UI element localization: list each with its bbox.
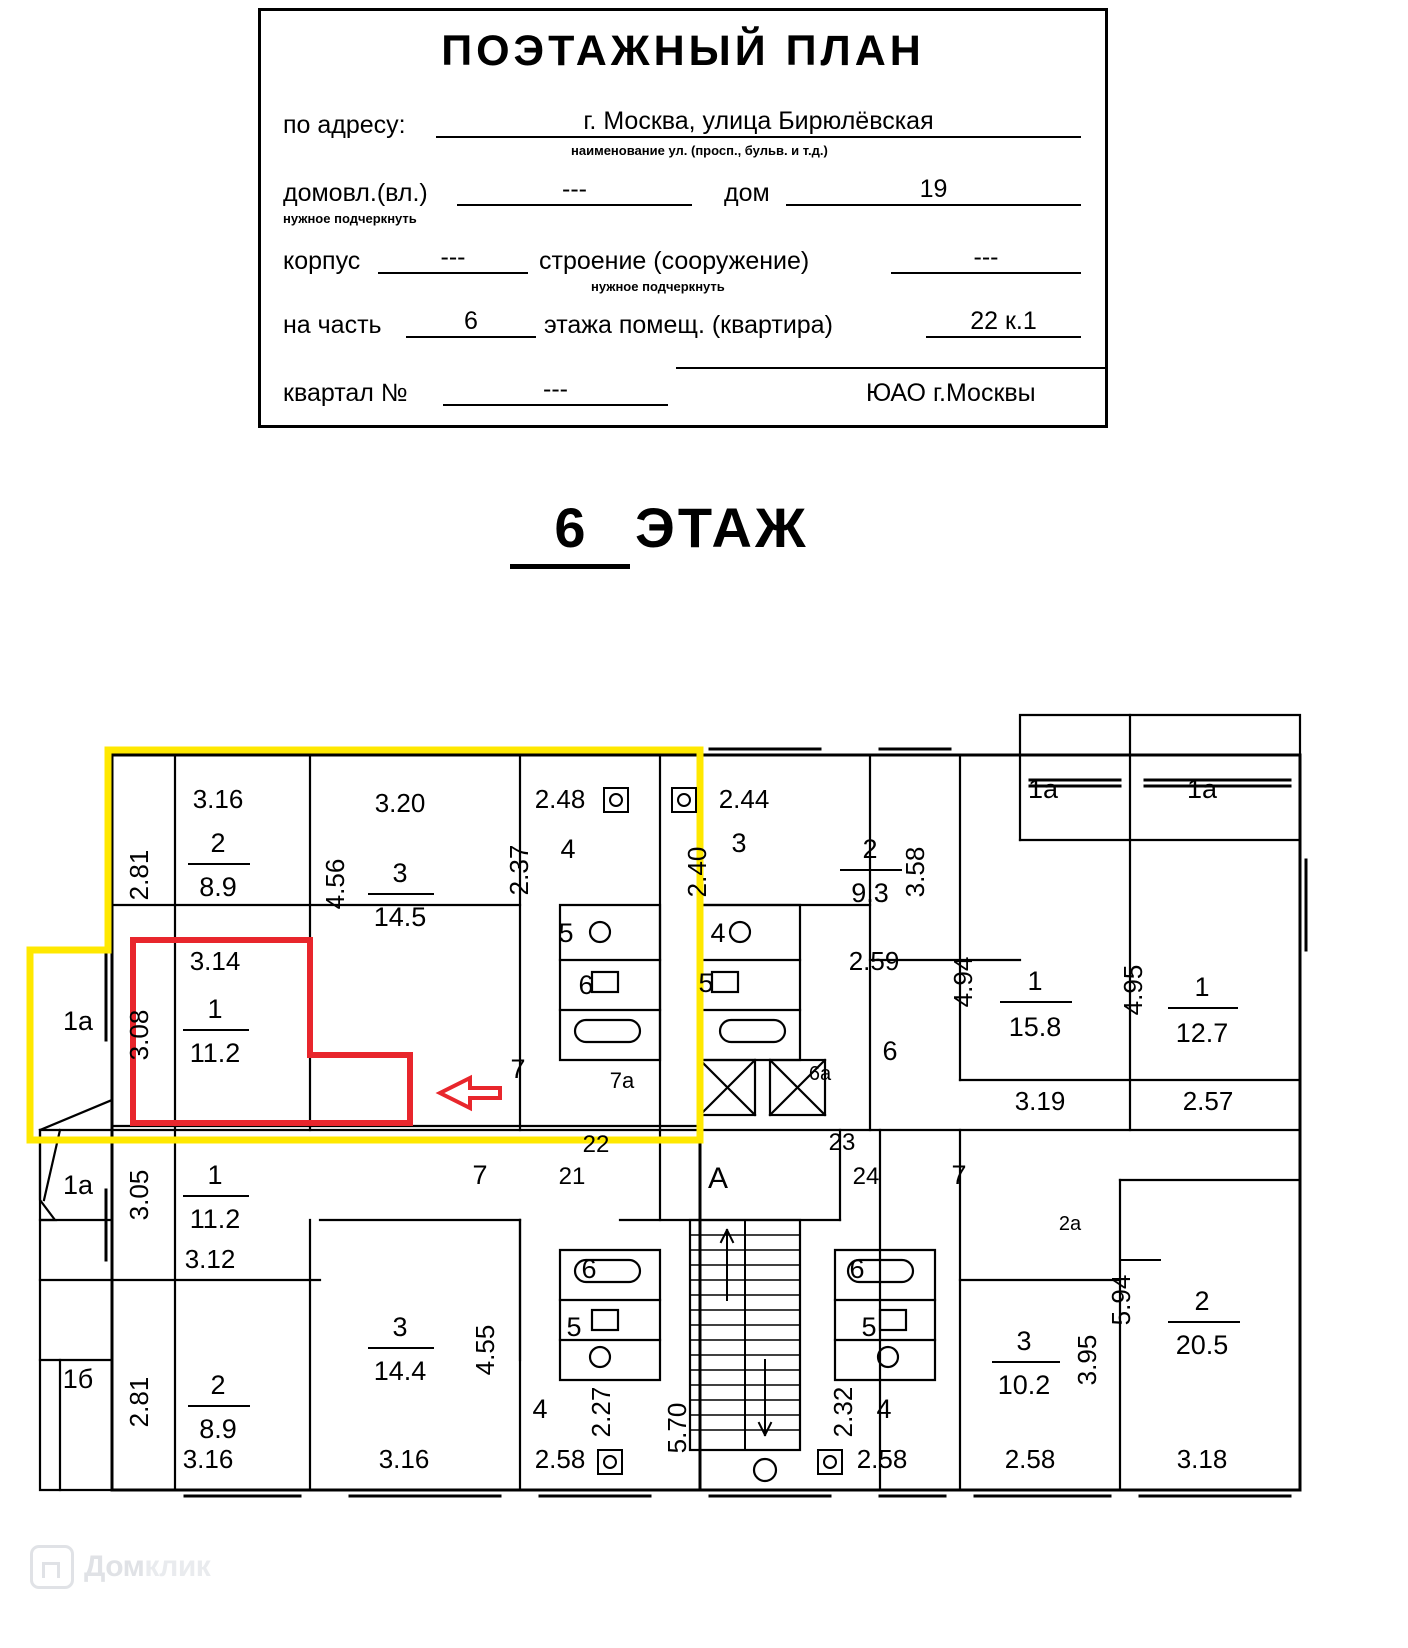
dimension: 3.16 [182,1444,234,1474]
dimension: 3.12 [184,1244,236,1274]
room-number: 4 [710,918,726,948]
dimension: 4.55 [470,1324,500,1376]
room-number: 6 [849,1254,865,1284]
dimension: 5.94 [1106,1274,1136,1326]
etazh-label: этажа помещ. (квартира) [544,311,833,339]
room-number: 2 [862,834,878,864]
address-hint: наименование ул. (просп., бульв. и т.д.) [571,143,828,158]
room-number: 6 [578,970,594,1000]
dimension: 3.58 [900,846,930,898]
page-title: ПОЭТАЖНЫЙ ПЛАН [441,27,925,75]
dimension: 2.40 [682,846,712,898]
domovl-value: --- [457,175,692,206]
room-number: 2 [210,828,226,858]
room-area: 8.9 [199,872,237,902]
dimension: 2.81 [124,849,154,901]
district-label: ЮАО г.Москвы [866,379,1036,407]
dimension: 2.44 [718,784,770,814]
room-number: 7а [609,1068,635,1093]
dimension: 2.27 [586,1386,616,1438]
room-area: 14.5 [373,902,427,932]
floor-word: ЭТАЖ [635,496,809,559]
room-area: 20.5 [1175,1330,1229,1360]
balcony-label: 1б [62,1364,94,1394]
dimension: 3.18 [1176,1444,1228,1474]
dimension: 2.32 [828,1386,858,1438]
flat-number: 21 [558,1163,586,1190]
dimension: 2.58 [1004,1444,1056,1474]
room-number: 3 [731,828,747,858]
balcony-label: 1а [1027,774,1059,804]
dimension: 2.37 [504,844,534,896]
room-number: 5 [861,1312,877,1342]
room-area: 10.2 [997,1370,1051,1400]
dimension: 2.81 [124,1376,154,1428]
room-area: 9.3 [851,878,889,908]
watermark-text: Домклик [84,1550,211,1583]
balcony-label: 1а [62,1170,94,1200]
stroenie-hint: нужное подчеркнуть [591,279,725,294]
kvartal-value: --- [443,375,668,406]
domovl-label: домовл.(вл.) [283,179,428,207]
room-number: 1 [1027,966,1043,996]
dimension: 3.08 [124,1009,154,1061]
room-number: 5 [558,918,574,948]
watermark [30,1545,210,1589]
room-number: 6 [882,1036,898,1066]
room-number: 1 [1194,972,1210,1002]
room-number: 2 [1194,1286,1210,1316]
dimension: 3.16 [192,784,244,814]
dimension: 2.58 [856,1444,908,1474]
dimension: 2.57 [1182,1086,1234,1116]
room-number: 2 [210,1370,226,1400]
dimension: 4.94 [948,956,978,1008]
stroenie-value: --- [891,243,1081,274]
dimension: 3.19 [1014,1086,1066,1116]
floor-plan-drawing [0,660,1408,1560]
part-label: на часть [283,311,382,339]
flat-number: 23 [828,1129,856,1156]
korpus-label: корпус [283,247,361,275]
room-number: 4 [560,834,576,864]
dimension: 3.05 [124,1169,154,1221]
room-number: 4 [532,1394,548,1424]
floor-number: 6 [510,495,630,569]
korpus-value: --- [378,243,528,274]
dom-label: дом [724,179,770,207]
room-area: 14.4 [373,1356,427,1386]
district-rule [676,367,1106,369]
room-number: 5 [566,1312,582,1342]
stair-label: А [707,1162,729,1195]
domovl-hint: нужное подчеркнуть [283,211,417,226]
balcony-label: 2а [1058,1213,1082,1235]
dimension: 2.58 [534,1444,586,1474]
flat-number: 22 [582,1131,610,1158]
domclick-logo-icon [30,1545,74,1589]
dimension: 4.95 [1118,964,1148,1016]
dimension: 5.70 [662,1402,692,1454]
room-number: 4 [876,1394,892,1424]
balcony-label: 1а [62,1006,94,1036]
room-area: 11.2 [189,1204,241,1234]
plan-header-card [258,8,1108,428]
room-number: 3 [1016,1326,1032,1356]
room-number: 6 [581,1254,597,1284]
dimension: 4.56 [320,858,350,910]
kvartal-label: квартал № [283,379,408,407]
address-value: г. Москва, улица Бирюлёвская [436,107,1081,138]
room-area: 11.2 [189,1038,241,1068]
room-area: 8.9 [199,1414,237,1444]
part-value: 6 [406,307,536,338]
floor-label [470,495,930,585]
address-label: по адресу: [283,111,406,139]
room-number: 5 [698,968,714,998]
room-number: 7 [951,1160,967,1190]
stroenie-label: строение (сооружение) [539,247,810,275]
room-number: 3 [392,1312,408,1342]
room-number: 1 [207,1160,223,1190]
dimension: 3.16 [378,1444,430,1474]
flat-number: 24 [852,1163,880,1190]
pointer-arrow [440,1078,500,1108]
dimension: 3.20 [374,788,426,818]
dimension: 2.59 [848,946,900,976]
room-area: 12.7 [1175,1018,1229,1048]
dimension: 3.14 [189,946,241,976]
room-number: 7 [472,1160,488,1190]
room-area: 15.8 [1008,1012,1062,1042]
dimension: 3.95 [1072,1334,1102,1386]
etazh-value: 22 к.1 [926,307,1081,338]
room-number: 1 [207,994,223,1024]
balcony-label: 1а [1186,774,1218,804]
room-number: 3 [392,858,408,888]
dom-value: 19 [786,175,1081,206]
balcony-label: 6а [808,1063,832,1085]
dimension: 2.48 [534,784,586,814]
room-number: 7 [510,1054,526,1084]
